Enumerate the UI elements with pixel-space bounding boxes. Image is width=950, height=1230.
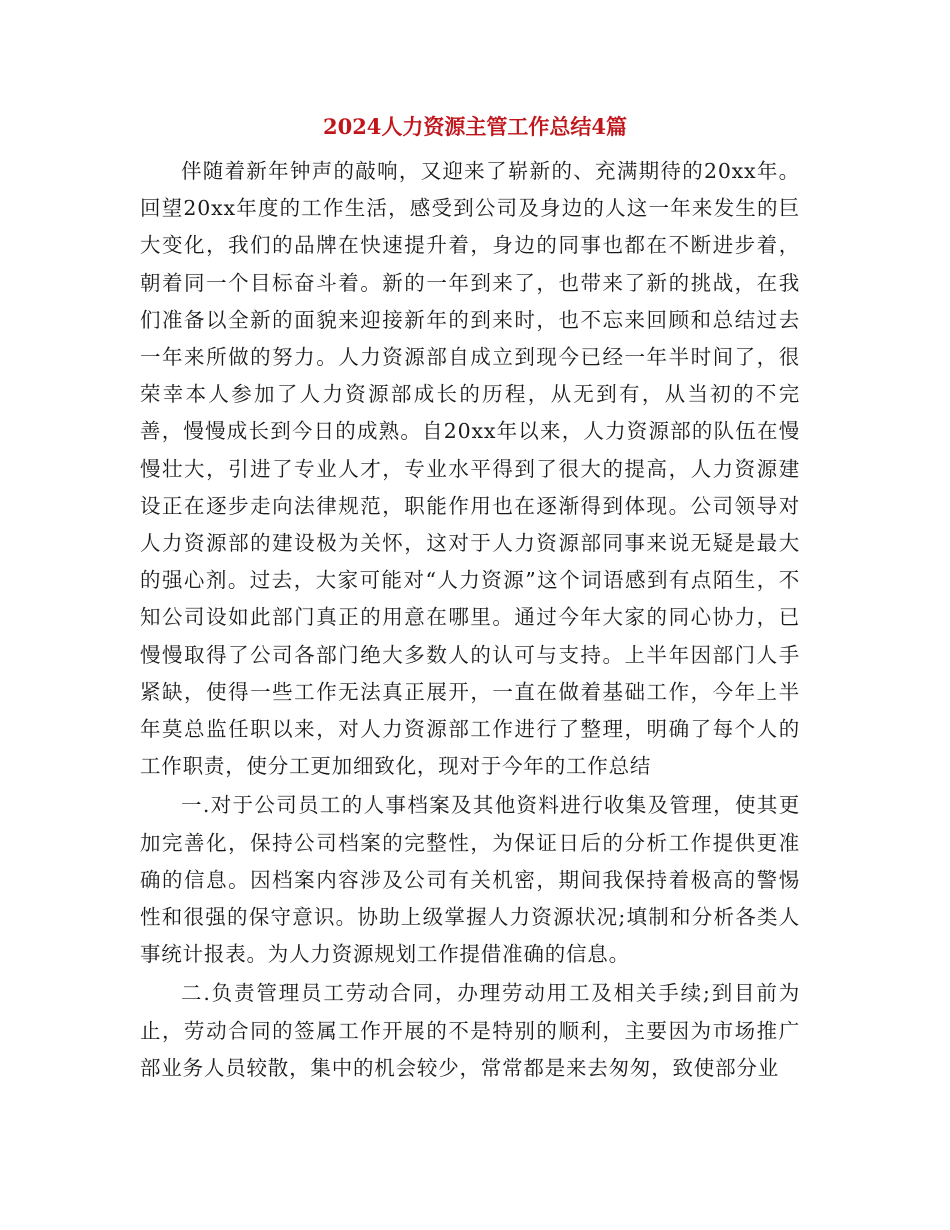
document-body xyxy=(140,153,800,1087)
paragraph-section-1: 一.对于公司员工的人事档案及其他资料进行收集及管理，使其更加完善化，保持公司档案的完整性，为保证日后的分析工作提供更准确的信息。因档案内容涉及公司有关机密，期间我保持着极高的警惕性和很强的保守意识。协助上级掌握人力资源状况;填制和分析各类人事统计报表。为人力资源规划工作提借准确的信息。 xyxy=(140,793,800,967)
paragraph-section-2: 二.负责管理员工劳动合同，办理劳动用工及相关手续;到目前为止，劳动合同的签属工作开展的不是特别的顺利，主要因为市场推广部业务人员较散，集中的机会较少，常常都是来去匆匆，致使部分业 xyxy=(140,981,800,1080)
document-title: 2024人力资源主管工作总结4篇 xyxy=(322,114,628,139)
paragraph-intro: 伴随着新年钟声的敲响，又迎来了崭新的、充满期待的20xx年。回望20xx年度的工作生活，感受到公司及身边的人这一年来发生的巨大变化，我们的品牌在快速提升着，身边的同事也都在不断进步着，朝着同一个目标奋斗着。新的一年到来了，也带来了新的挑战，在我们准备以全新的面貌来迎接新年的到来时，也不忘来回顾和总结过去一年来所做的努力。人力资源部自成立到现今已经一年半时间了，很荣幸本人参加了人力资源部成长的历程，从无到有，从当初的不完善，慢慢成长到今日的成熟。自20xx年以来，人力资源部的队伍在慢慢壮大，引进了专业人才，专业水平得到了很大的提高，人力资源建设正在逐步走向法律规范，职能作用也在逐渐得到体现。公司领导对人力资源部的建设极为关怀，这对于人力资源部同事来说无疑是最大的强心剂。过去，大家可能对“人力资源”这个词语感到有点陌生，不知公司设如此部门真正的用意在哪里。通过今年大家的同心协力，已慢慢取得了公司各部门绝大多数人的认可与支持。上半年因部门人手紧缺，使得一些工作无法真正展开，一直在做着基础工作，今年上半年莫总监任职以来，对人力资源部工作进行了整理，明确了每个人的工作职责，使分工更加细致化，现对于今年的工作总结 xyxy=(140,159,800,779)
